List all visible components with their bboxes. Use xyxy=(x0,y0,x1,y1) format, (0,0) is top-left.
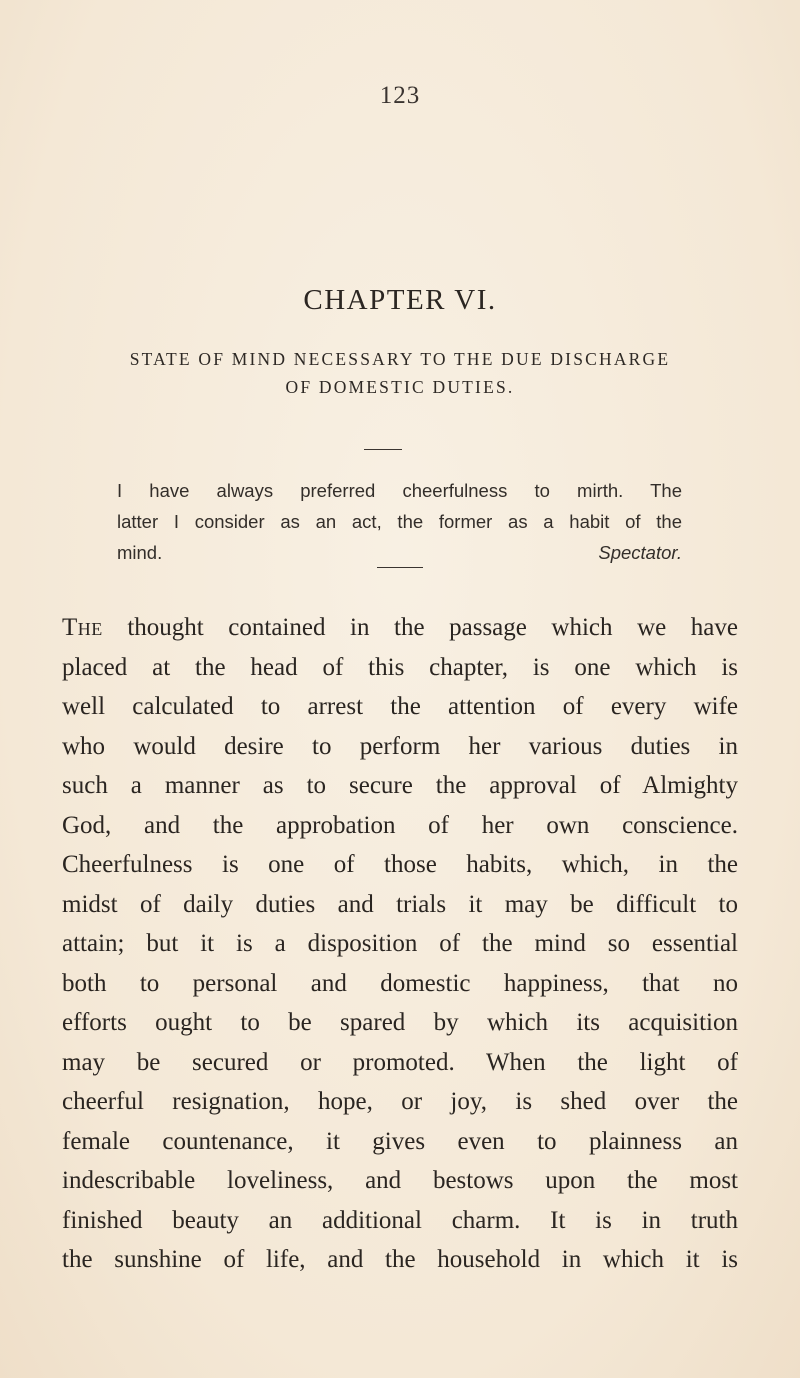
body-line: efforts ought to be spared by which its acquisition xyxy=(62,1009,738,1036)
epigraph-attribution: Spectator. xyxy=(598,542,682,563)
body-line: indescribable loveliness, and bestows upon the most xyxy=(62,1167,738,1194)
body-line: placed at the head of this chapter, is one which is xyxy=(62,653,738,681)
body-line: who would desire to perform her various duties in xyxy=(62,732,738,760)
body-line xyxy=(62,608,738,648)
epigraph-line: latter I consider as an act, the former as a habit of the xyxy=(117,511,682,532)
body-line: the sunshine of life, and the household in which it is xyxy=(62,1246,738,1273)
body-line: cheerful resignation, hope, or joy, is shed over the xyxy=(62,1088,738,1115)
body-line: midst of daily duties and trials it may be difficult to xyxy=(62,890,738,918)
body-line: such a manner as to secure the approval of Almighty xyxy=(62,772,738,799)
body-paragraph xyxy=(62,608,738,1280)
body-line: attain; but it is a disposition of the mind so essential xyxy=(62,930,738,957)
body-line: Cheerfulness is one of those habits, which, in the xyxy=(62,851,738,878)
epigraph-last-line xyxy=(117,537,682,568)
body-line: God, and the approbation of her own conscience. xyxy=(62,811,738,839)
epigraph xyxy=(117,475,682,568)
body-line-text: thought contained in the passage which we have xyxy=(102,614,738,641)
opening-word: The xyxy=(62,614,103,641)
body-line: well calculated to arrest the attention of every wife xyxy=(62,693,738,720)
chapter-subtitle-line: STATE OF MIND NECESSARY TO THE DUE DISCHARGE xyxy=(129,349,671,369)
chapter-title: CHAPTER VI. xyxy=(303,284,497,316)
epigraph-line: I have always preferred cheerfulness to mirth. The xyxy=(117,480,682,501)
body-line: female countenance, it gives even to plainness an xyxy=(62,1127,738,1155)
divider-rule xyxy=(377,567,423,568)
chapter-subtitle-line: OF DOMESTIC DUTIES. xyxy=(285,377,515,397)
divider-rule xyxy=(364,449,402,450)
epigraph-line: mind. xyxy=(117,542,163,563)
chapter-subtitle xyxy=(60,345,740,401)
page-number: 123 xyxy=(379,82,421,109)
body-line: both to personal and domestic happiness, that no xyxy=(62,969,738,997)
body-line: may be secured or promoted. When the light of xyxy=(62,1048,738,1076)
body-line: finished beauty an additional charm. It is in truth xyxy=(62,1206,738,1234)
